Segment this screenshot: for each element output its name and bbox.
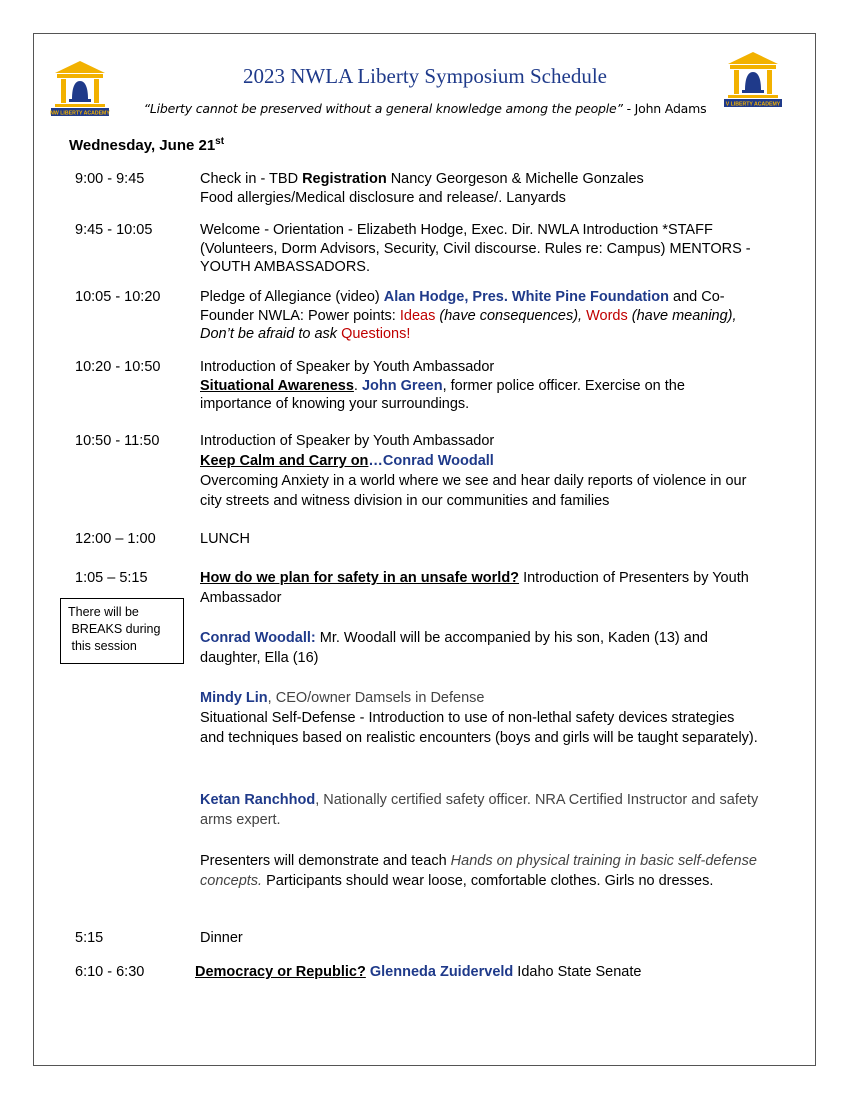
session-text: and Co-Founder NWLA: Power points: [200, 289, 725, 324]
quote-text: “Liberty cannot be preserved without a general knowledge among the people” [143, 101, 623, 116]
presenter-text: Mr. Woodall will be accompanied by his son, Kaden (13) and daughter, Ella (16) [200, 630, 708, 666]
session-highlight: Registration [302, 171, 387, 187]
session-text: Idaho State Senate [513, 964, 642, 980]
session-text: , former police officer. Exercise on the importance of knowing your surroundings. [200, 377, 685, 412]
presenter-name: Conrad Woodall: [200, 630, 316, 646]
day-suffix: st [215, 136, 225, 147]
time-slot: 10:05 - 10:20 [75, 289, 161, 305]
time-slot: 10:20 - 10:50 [75, 359, 161, 375]
logo-text-right: V LIBERTY ACADEMY [725, 101, 781, 108]
presenter-mindy [200, 688, 760, 748]
speaker-name: John Green [361, 377, 443, 394]
note-line: BREAKS during [68, 622, 161, 636]
session-text: . [353, 377, 362, 394]
session-description [200, 170, 760, 207]
time-slot: 10:50 - 11:50 [75, 433, 160, 449]
session-text: Overcoming Anxiety in a world where we see and hear daily reports of violence in our city streets and witness division in our communities and families [200, 473, 747, 509]
session-text: (have meaning), Don’t be afraid to ask [200, 307, 737, 342]
session-description: Dinner [200, 930, 243, 946]
session-text: Introduction of Speaker by Youth Ambassador [200, 359, 495, 375]
session-text: Pledge of Allegiance (video) [200, 289, 384, 305]
presenters-demonstration [200, 851, 760, 891]
session-description [195, 963, 755, 982]
presenter-conrad [200, 628, 760, 668]
day-label: Wednesday, June 21 [69, 137, 216, 154]
day-heading [69, 136, 224, 154]
presenter-text: Hands on physical training in basic self-defense concepts. [200, 853, 757, 889]
session-text: Check in - TBD [200, 171, 303, 187]
time-slot: 9:45 - 10:05 [75, 222, 153, 238]
presenter-name: Ketan Ranchhod [200, 792, 316, 808]
speaker-name: Glenneda Zuiderveld [365, 964, 514, 980]
time-slot: 1:05 – 5:15 [75, 570, 148, 586]
session-text: (have consequences), [435, 307, 587, 324]
time-slot: 5:15 [75, 930, 104, 946]
session-description: Welcome - Orientation - Elizabeth Hodge, Exec. Dir. NWLA Introduction *STAFF (Volunteers, Dorm Advisors, Security, Civil discourse. Rules re: Campus) MENTORS - YOUTH AMBASSADORS. [200, 222, 751, 275]
presenter-text: , CEO/owner Damsels in Defense [267, 690, 485, 706]
quote-author: - John Adams [622, 101, 707, 116]
session-text: Introduction of Presenters by Youth Ambassador [200, 570, 749, 606]
quote [0, 101, 850, 116]
presenter-text: , Nationally certified safety officer. NRA Certified Instructor and safety arms expert. [200, 792, 759, 828]
note-line: There will be [68, 605, 139, 619]
time-slot: 9:00 - 9:45 [75, 171, 145, 187]
page-title: 2023 NWLA Liberty Symposium Schedule [243, 64, 607, 88]
session-description [200, 358, 760, 414]
keyword-ideas: Ideas [399, 307, 436, 324]
presenter-text: Situational Self-Defense - Introduction to use of non-lethal safety devices strategies and techniques based on realistic encounters (boys and girls will be taught separately). [200, 710, 758, 746]
session-description [200, 568, 760, 608]
session-topic: Democracy or Republic? [195, 964, 366, 980]
presenter-name: Mindy Lin [200, 690, 268, 706]
presenter-text: Presenters will demonstrate and teach [200, 853, 451, 869]
session-topic: Situational Awareness [200, 377, 354, 394]
speaker-name: …Conrad Woodall [368, 453, 494, 469]
time-slot: 12:00 – 1:00 [75, 531, 156, 547]
session-text: Introduction of Speaker by Youth Ambassador [200, 433, 495, 449]
speaker-name: Alan Hodge, Pres. White Pine Foundation [383, 289, 669, 305]
session-description [200, 431, 760, 511]
session-topic: Keep Calm and Carry on [200, 453, 369, 469]
logo-text: NW LIBERTY ACADEMY [50, 110, 110, 117]
breaks-note [60, 598, 184, 664]
presenter-text: Participants should wear loose, comfortable clothes. Girls no dresses. [262, 873, 714, 889]
presenter-ketan [200, 790, 760, 830]
session-text: Nancy Georgeson & Michelle Gonzales [386, 171, 644, 187]
keyword-words: Words [586, 307, 628, 324]
note-line: this session [68, 639, 137, 653]
keyword-questions: Questions! [341, 326, 411, 342]
session-text: Food allergies/Medical disclosure and release/. Lanyards [200, 189, 566, 206]
session-topic: How do we plan for safety in an unsafe world? [200, 570, 520, 586]
session-description [200, 288, 760, 344]
time-slot: 6:10 - 6:30 [75, 964, 145, 980]
session-description: LUNCH [200, 531, 250, 547]
